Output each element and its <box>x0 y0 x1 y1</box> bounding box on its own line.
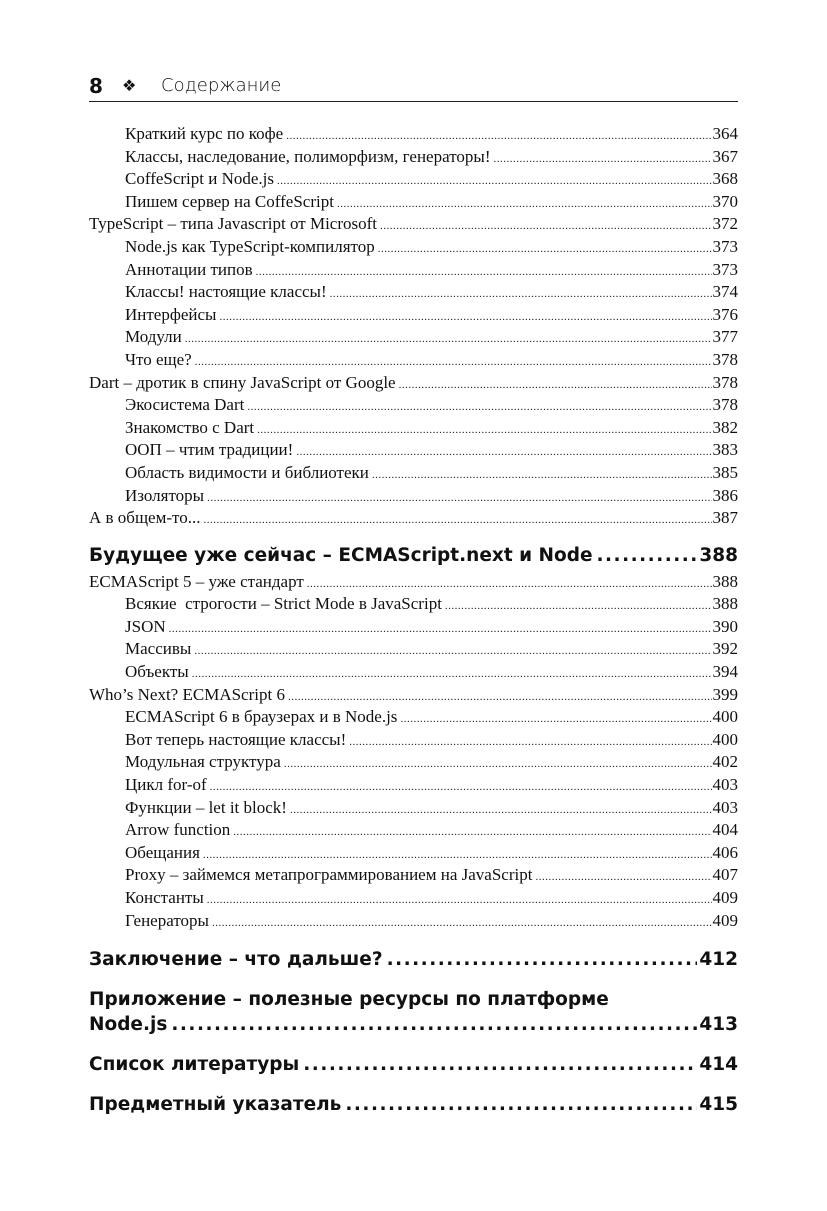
toc-entry[interactable]: JSON ..... 390 <box>89 616 738 639</box>
toc-entry[interactable]: Что еще? ..... 378 <box>89 349 738 372</box>
toc-entry[interactable]: Классы, наследование, полиморфизм, генераторы! ..... 367 <box>89 146 738 169</box>
toc-entry[interactable]: Знакомство с Dart ..... 382 <box>89 417 738 440</box>
toc-chapter-conclusion[interactable]: Заключение – что дальше? ..... 412 <box>89 947 738 972</box>
toc-entry[interactable]: Константы ..... 409 <box>89 887 738 910</box>
toc-entry[interactable]: CoffeScript и Node.js ..... 368 <box>89 168 738 191</box>
toc-entry[interactable]: Пишем сервер на CoffeScript ..... 370 <box>89 191 738 214</box>
toc-entry[interactable]: Node.js как TypeScript-компилятор ..... 373 <box>89 236 738 259</box>
toc-entry[interactable]: Классы! настоящие классы! ..... 374 <box>89 281 738 304</box>
toc-entry[interactable]: Объекты ..... 394 <box>89 661 738 684</box>
toc-entry[interactable]: Экосистема Dart ..... 378 <box>89 394 738 417</box>
toc-chapter-literature[interactable]: Список литературы ..... 414 <box>89 1052 738 1077</box>
toc-section-es6[interactable]: Who’s Next? ECMAScript 6 ..... 399 <box>89 684 738 707</box>
toc-entry[interactable]: Генераторы ..... 409 <box>89 910 738 933</box>
coffeescript-subsections <box>89 123 738 213</box>
running-title: Содержание <box>161 75 282 96</box>
toc-entry[interactable]: Вот теперь настоящие классы! ..... 400 <box>89 729 738 752</box>
toc-entry[interactable]: Изоляторы ..... 386 <box>89 485 738 508</box>
toc-chapter-index[interactable]: Предметный указатель ..... 415 <box>89 1092 738 1117</box>
toc-entry[interactable]: Proxy – займемся метапрограммированием на JavaScript ..... 407 <box>89 864 738 887</box>
spacer <box>89 1037 738 1052</box>
toc-entry[interactable]: Модульная структура ..... 402 <box>89 751 738 774</box>
page-header <box>89 74 738 102</box>
ornament-icon: ❖ <box>122 76 137 95</box>
toc-entry[interactable]: Обещания ..... 406 <box>89 842 738 865</box>
toc-entry[interactable]: Цикл for-of ..... 403 <box>89 774 738 797</box>
toc-entry[interactable]: Аннотации типов ..... 373 <box>89 259 738 282</box>
toc-entry[interactable]: Краткий курс по кофе ..... 364 <box>89 123 738 146</box>
toc-section-typescript[interactable]: TypeScript – типа Javascript от Microsoft ..... 372 <box>89 213 738 236</box>
toc-section-in-general[interactable]: А в общем-то... ..... 387 <box>89 507 738 530</box>
table-of-contents <box>89 123 738 1117</box>
toc-entry[interactable]: Модули ..... 377 <box>89 326 738 349</box>
toc-entry[interactable]: Интерфейсы ..... 376 <box>89 304 738 327</box>
toc-chapter-appendix[interactable]: Node.js ..... 413 <box>89 1012 738 1037</box>
toc-entry[interactable]: ECMAScript 6 в браузерах и в Node.js ..... 400 <box>89 706 738 729</box>
spacer <box>89 530 738 543</box>
toc-chapter-future[interactable]: Будущее уже сейчас – ECMAScript.next и Node ..... 388 <box>89 543 738 568</box>
toc-entry[interactable]: Arrow function ..... 404 <box>89 819 738 842</box>
spacer <box>89 1077 738 1092</box>
es5-subsections <box>89 593 738 683</box>
toc-chapter-appendix-line1[interactable]: Приложение – полезные ресурсы по платформе <box>89 989 609 1011</box>
page-number: 8 <box>89 74 103 98</box>
spacer <box>89 972 738 987</box>
es6-subsections <box>89 706 738 932</box>
spacer <box>89 932 738 947</box>
dart-subsections <box>89 394 738 507</box>
toc-entry[interactable]: Область видимости и библиотеки ..... 385 <box>89 462 738 485</box>
toc-entry[interactable]: Функции – let it block! ..... 403 <box>89 797 738 820</box>
toc-section-es5[interactable]: ECMAScript 5 – уже стандарт ..... 388 <box>89 571 738 594</box>
toc-section-dart[interactable]: Dart – дротик в спину JavaScript от Google ..... 378 <box>89 372 738 395</box>
typescript-subsections <box>89 236 738 372</box>
toc-entry[interactable]: Массивы ..... 392 <box>89 638 738 661</box>
toc-entry[interactable]: ООП – чтим традиции! ..... 383 <box>89 439 738 462</box>
toc-entry[interactable]: Всякие строгости – Strict Mode в JavaScript ..... 388 <box>89 593 738 616</box>
